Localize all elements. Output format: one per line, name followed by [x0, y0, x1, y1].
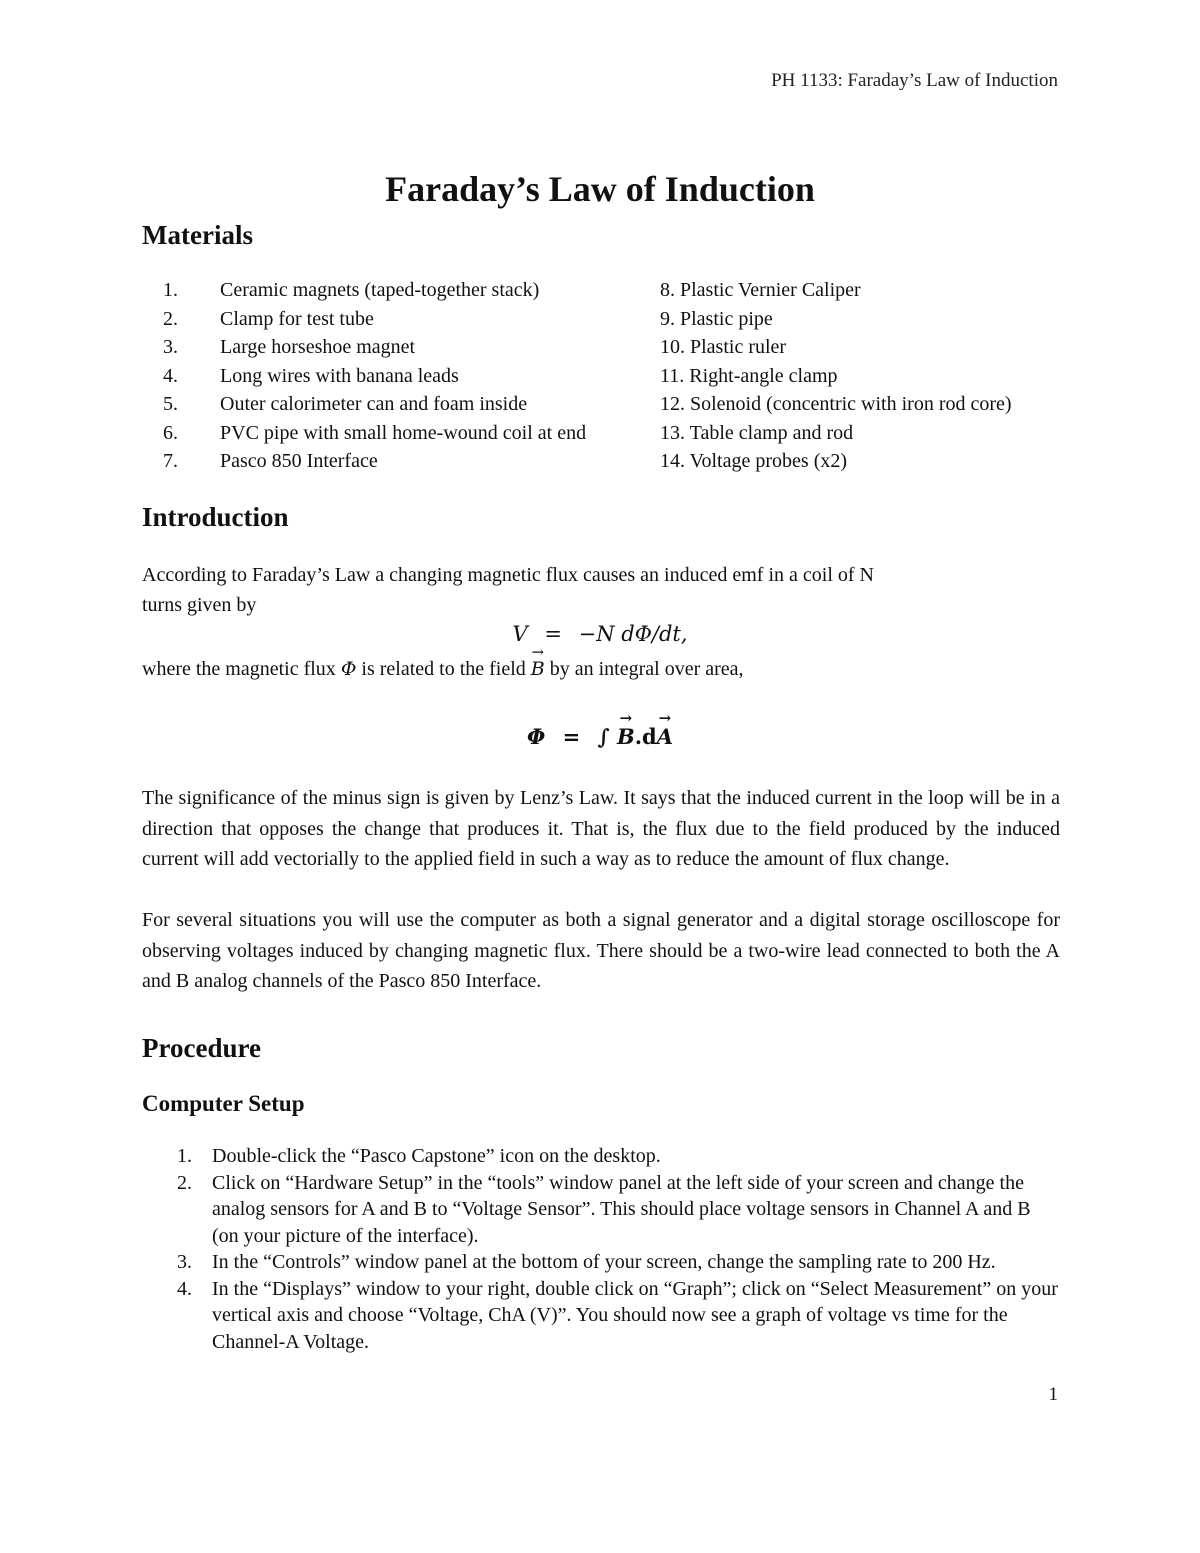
- running-header: PH 1133: Faraday’s Law of Induction: [771, 70, 1058, 91]
- list-item: 4. In the “Displays” window to your right, double click on “Graph”; click on “Select Measurement” on your vertical axis and choose “Voltage, ChA (V)”. You should now see a graph of voltage vs time for the Channel-A Voltage.: [177, 1277, 1058, 1353]
- intro-paragraph-2: where the magnetic flux Φ is related to the field → B by an integral over area,: [142, 658, 1060, 681]
- list-item: 10. Plastic ruler: [660, 336, 787, 358]
- list-item: 2. Clamp for test tube: [163, 307, 374, 330]
- list-item: 2. Click on “Hardware Setup” in the “tools” window panel at the left side of your screen and change the analog sensors for A and B to “Voltage Sensor”. This should place voltage sensors in Channel A and B (on your picture of the interface).: [177, 1171, 1031, 1247]
- list-item: 6. PVC pipe with small home-wound coil at end: [163, 421, 587, 444]
- list-item: 3. In the “Controls” window panel at the bottom of your screen, change the sampling rate to 200 Hz.: [177, 1251, 996, 1273]
- computer-setup-heading: Computer Setup: [142, 1091, 305, 1116]
- materials-list-right: [660, 276, 1012, 476]
- list-item: 7. Pasco 850 Interface: [163, 450, 378, 472]
- materials-heading: Materials: [142, 220, 253, 250]
- intro-paragraph-1: According to Faraday’s Law a changing magnetic flux causes an induced emf in a coil of N turns given by: [142, 564, 874, 616]
- list-item: 11. Right-angle clamp: [660, 364, 838, 387]
- list-item: 1. Ceramic magnets (taped-together stack): [163, 279, 540, 301]
- list-item: 13. Table clamp and rod: [660, 421, 854, 444]
- list-item: 5. Outer calorimeter can and foam inside: [163, 393, 528, 415]
- procedure-heading: Procedure: [142, 1033, 261, 1063]
- page-number: 1: [1048, 1384, 1058, 1405]
- list-item: 1. Double-click the “Pasco Capstone” icon on the desktop.: [177, 1145, 661, 1167]
- introduction-heading: Introduction: [142, 502, 289, 532]
- materials-list-left: [142, 276, 586, 476]
- list-item: 8. Plastic Vernier Caliper: [660, 279, 861, 301]
- list-item: 12. Solenoid (concentric with iron rod core): [660, 393, 1012, 415]
- equation-faraday: V = −N dΦ/dt,: [512, 622, 688, 646]
- list-item: 14. Voltage probes (x2): [660, 450, 848, 472]
- list-item: 9. Plastic pipe: [660, 307, 773, 330]
- list-item: 4. Long wires with banana leads: [163, 364, 459, 387]
- procedure-steps: [142, 1143, 1060, 1355]
- intro-paragraph-3: The significance of the minus sign is given by Lenz’s Law. It says that the induced current in the loop will be in a direction that opposes the change that produces it. That is, the flux due to the field produced by the induced current will add vectorially to the applied field in such a way as to reduce the amount of flux change.: [142, 787, 1060, 871]
- intro-paragraph-4: For several situations you will use the computer as both a signal generator and a digital storage oscilloscope for observing voltages induced by changing magnetic flux. There should be a two-wire lead connected to both the A and B analog channels of the Pasco 850 Interface.: [142, 909, 1060, 993]
- list-item: 3. Large horseshoe magnet: [163, 336, 416, 358]
- equation-flux: Φ = ∫ → B.d→ A: [0, 724, 1200, 749]
- document-title: Faraday’s Law of Induction: [385, 169, 815, 209]
